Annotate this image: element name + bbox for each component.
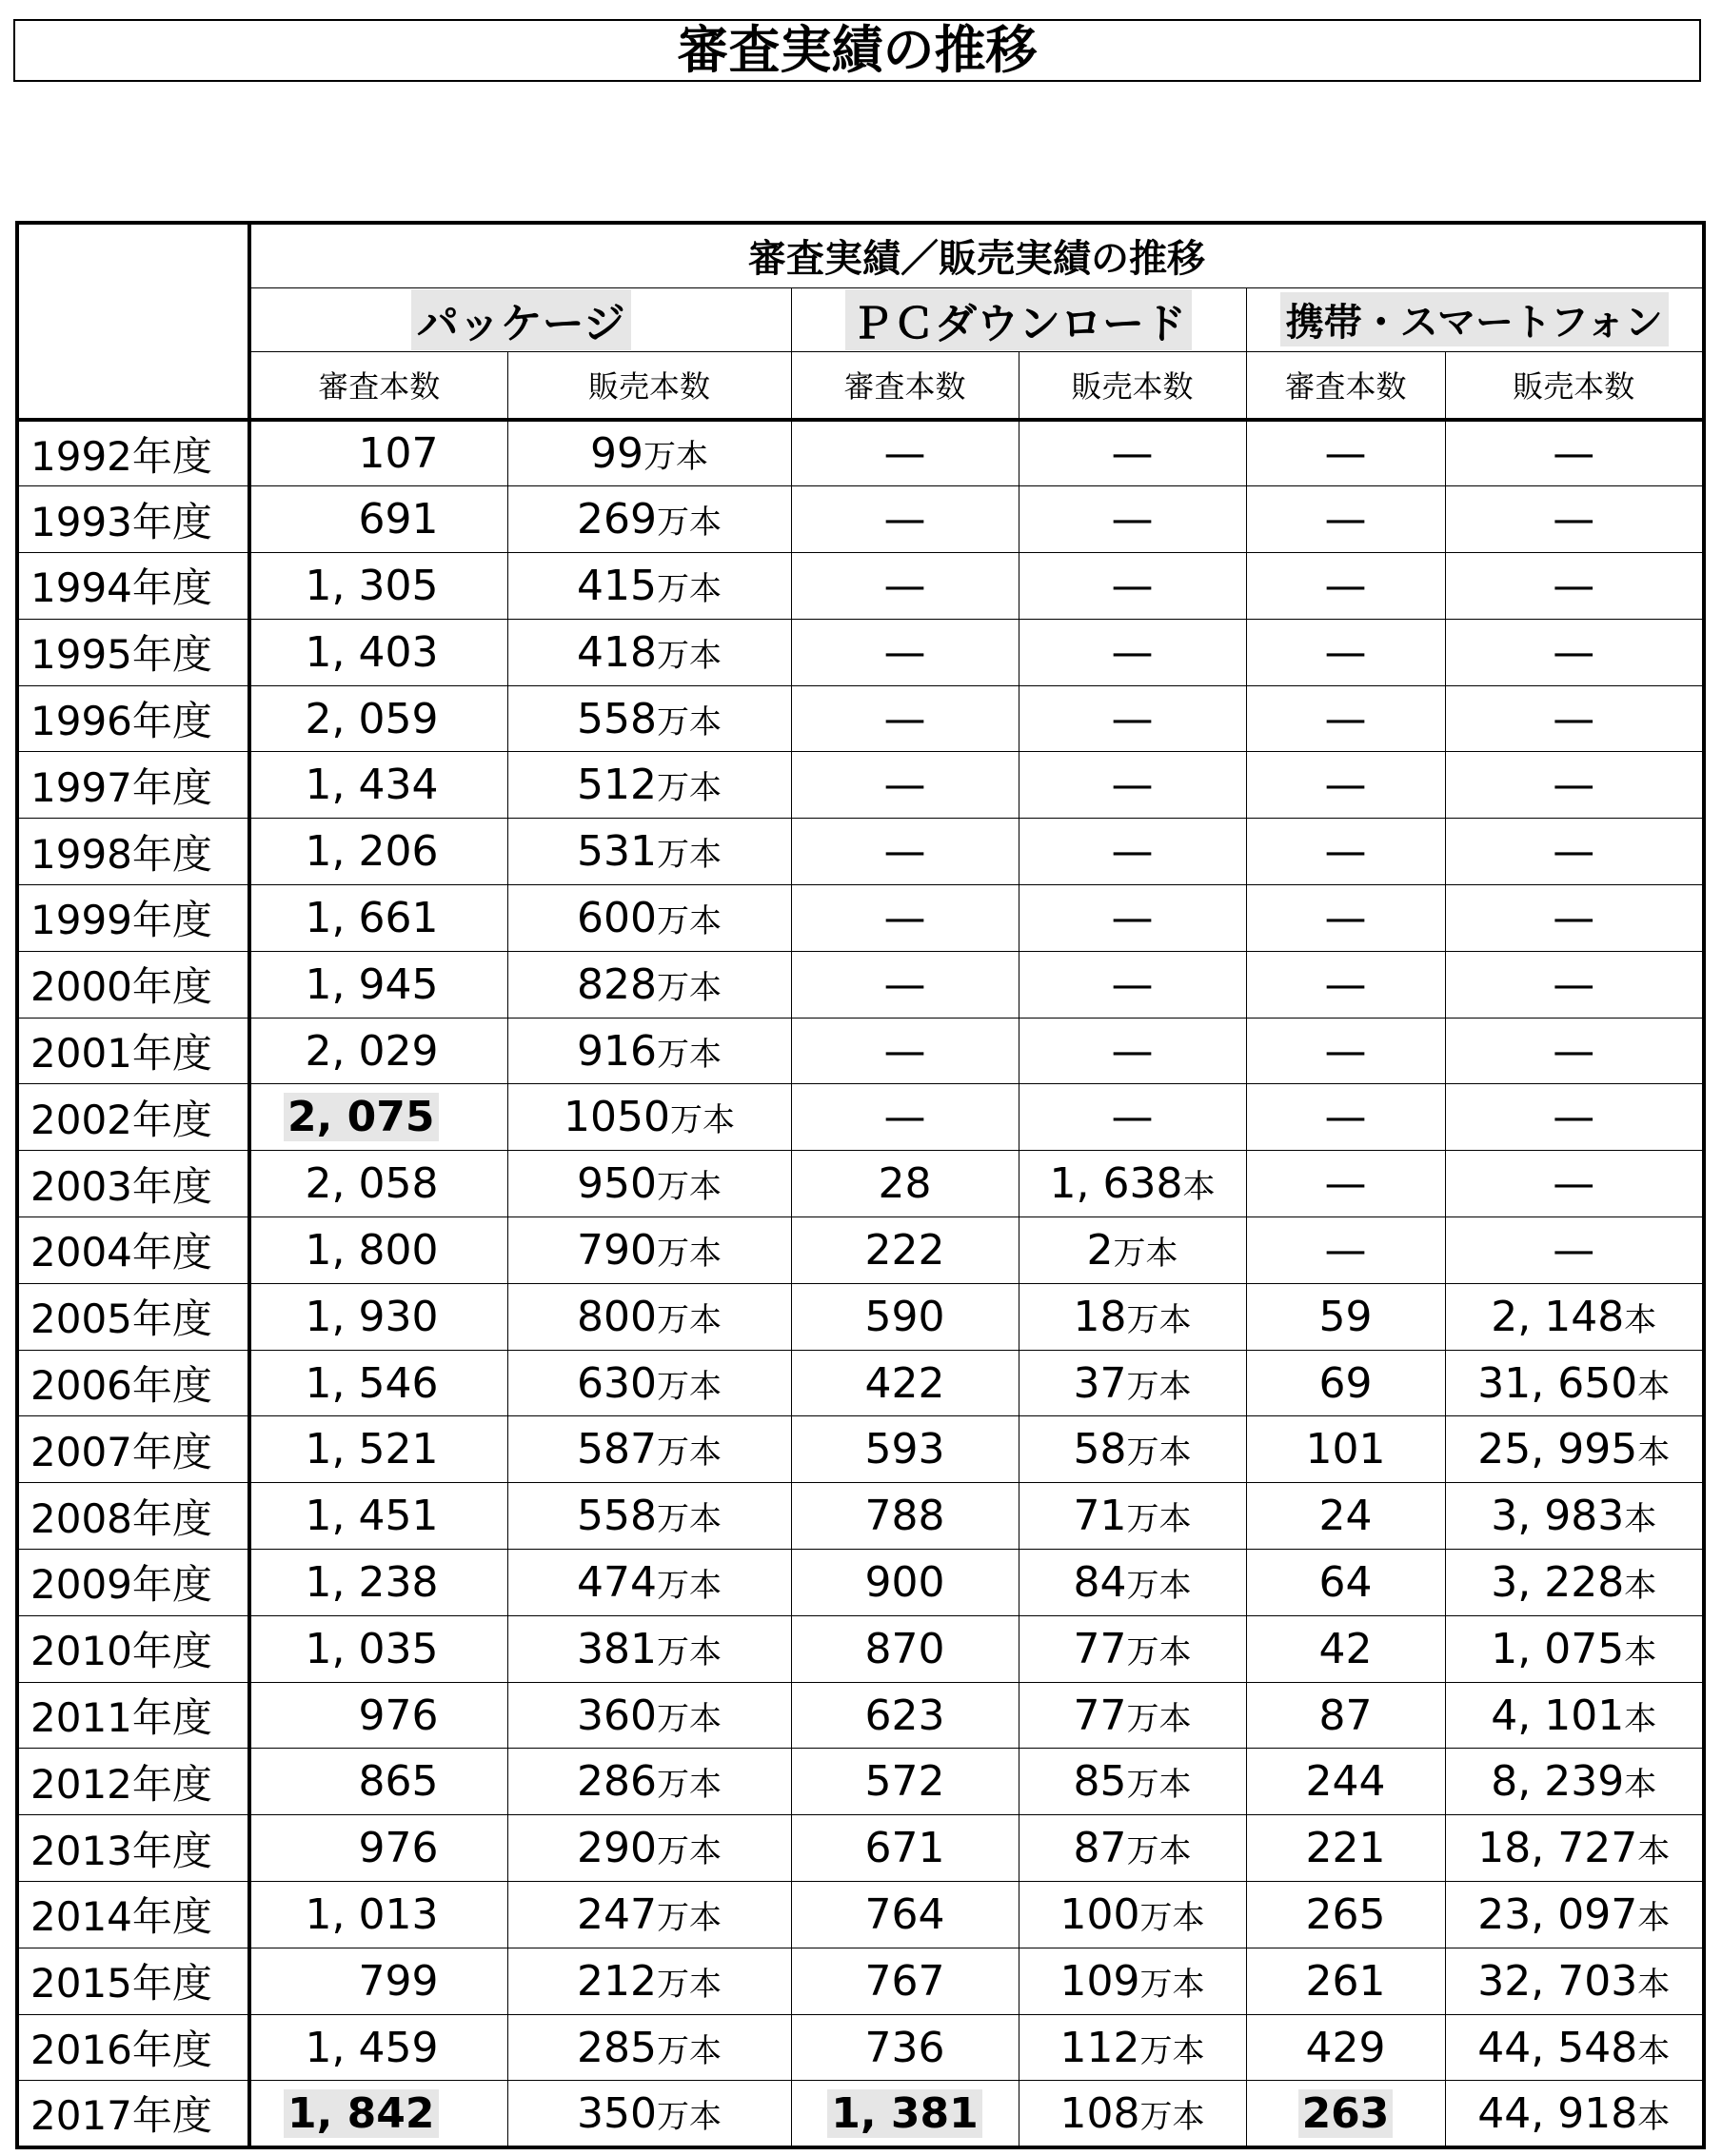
mobile-review-cell: — — [1246, 1217, 1445, 1284]
mobile-review-cell: 64 — [1246, 1550, 1445, 1616]
mobile-review-cell: 101 — [1246, 1416, 1445, 1483]
pc-sales-cell: — — [1019, 752, 1246, 819]
year-cell: 2017年度 — [17, 2081, 249, 2147]
mobile-sales-cell: — — [1445, 819, 1704, 885]
year-cell: 2010年度 — [17, 1615, 249, 1682]
group-header-pc-download: ＰＣダウンロード — [791, 287, 1246, 351]
table-row — [17, 486, 1704, 553]
package-sales-cell: 381万本 — [507, 1615, 791, 1682]
package-review-cell: 1, 451 — [249, 1483, 507, 1550]
package-sales-cell: 290万本 — [507, 1815, 791, 1882]
pc-review-cell: 623 — [791, 1682, 1019, 1749]
package-review-cell: 1, 546 — [249, 1350, 507, 1416]
pc-review-cell: 788 — [791, 1483, 1019, 1550]
pc-sales-cell: — — [1019, 420, 1246, 486]
pc-sales-cell: 85万本 — [1019, 1749, 1246, 1815]
pc-review-cell: — — [791, 819, 1019, 885]
pc-review-cell: — — [791, 685, 1019, 752]
table-row — [17, 752, 1704, 819]
mobile-sales-cell: 1, 075本 — [1445, 1615, 1704, 1682]
table-row — [17, 2081, 1704, 2147]
mobile-sales-cell: — — [1445, 1151, 1704, 1217]
mobile-review-cell: 69 — [1246, 1350, 1445, 1416]
pc-review-cell: 767 — [791, 1948, 1019, 2014]
pc-sales-cell: 58万本 — [1019, 1416, 1246, 1483]
package-sales-cell: 415万本 — [507, 553, 791, 620]
pc-sales-cell: — — [1019, 1084, 1246, 1151]
year-cell: 2001年度 — [17, 1018, 249, 1084]
mobile-review-cell: 221 — [1246, 1815, 1445, 1882]
package-sales-cell: 1050万本 — [507, 1084, 791, 1151]
package-review-cell: 799 — [249, 1948, 507, 2014]
pc-review-cell: 422 — [791, 1350, 1019, 1416]
package-review-cell: 1, 521 — [249, 1416, 507, 1483]
mobile-sales-cell: 4, 101本 — [1445, 1682, 1704, 1749]
table-row — [17, 1948, 1704, 2014]
pc-sales-cell: 37万本 — [1019, 1350, 1246, 1416]
pc-review-cell: — — [791, 486, 1019, 553]
pc-sales-cell: 77万本 — [1019, 1682, 1246, 1749]
package-review-cell: 1, 206 — [249, 819, 507, 885]
table-row — [17, 1416, 1704, 1483]
mobile-sales-cell: — — [1445, 685, 1704, 752]
mobile-review-cell: — — [1246, 819, 1445, 885]
mobile-sales-cell: — — [1445, 619, 1704, 685]
pc-sales-cell: — — [1019, 486, 1246, 553]
subheader-package-review: 審査本数 — [249, 351, 507, 420]
package-review-cell: 976 — [249, 1682, 507, 1749]
pc-sales-cell: — — [1019, 1018, 1246, 1084]
table-row — [17, 1217, 1704, 1284]
group-header-package: パッケージ — [249, 287, 791, 351]
table-row — [17, 685, 1704, 752]
package-sales-cell: 558万本 — [507, 685, 791, 752]
year-cell: 2016年度 — [17, 2014, 249, 2081]
year-cell: 2011年度 — [17, 1682, 249, 1749]
mobile-review-cell: — — [1246, 1018, 1445, 1084]
package-review-cell: 2, 059 — [249, 685, 507, 752]
pc-review-cell: 764 — [791, 1882, 1019, 1948]
mobile-review-cell: 244 — [1246, 1749, 1445, 1815]
mobile-review-cell: 24 — [1246, 1483, 1445, 1550]
table-row — [17, 553, 1704, 620]
pc-review-cell: 572 — [791, 1749, 1019, 1815]
pc-review-cell: — — [791, 885, 1019, 952]
pc-sales-cell: 112万本 — [1019, 2014, 1246, 2081]
page-title: 審査実績の推移 — [13, 19, 1701, 82]
mobile-sales-cell: 18, 727本 — [1445, 1815, 1704, 1882]
mobile-review-cell: 59 — [1246, 1283, 1445, 1350]
table-row — [17, 2014, 1704, 2081]
mobile-review-cell: — — [1246, 1084, 1445, 1151]
mobile-review-cell: — — [1246, 951, 1445, 1018]
review-results-table — [15, 221, 1706, 2149]
year-cell: 2003年度 — [17, 1151, 249, 1217]
table-row — [17, 1018, 1704, 1084]
package-sales-cell: 828万本 — [507, 951, 791, 1018]
mobile-review-cell: — — [1246, 885, 1445, 952]
package-sales-cell: 474万本 — [507, 1550, 791, 1616]
package-review-cell: 2, 058 — [249, 1151, 507, 1217]
table-row — [17, 819, 1704, 885]
package-review-cell: 2, 075 — [249, 1084, 507, 1151]
package-sales-cell: 285万本 — [507, 2014, 791, 2081]
mobile-review-cell: 42 — [1246, 1615, 1445, 1682]
package-sales-cell: 99万本 — [507, 420, 791, 486]
mobile-sales-cell: 32, 703本 — [1445, 1948, 1704, 2014]
pc-sales-cell: 71万本 — [1019, 1483, 1246, 1550]
year-cell: 1997年度 — [17, 752, 249, 819]
package-sales-cell: 587万本 — [507, 1416, 791, 1483]
mobile-review-cell: — — [1246, 553, 1445, 620]
pc-review-cell: — — [791, 1084, 1019, 1151]
pc-review-cell: 900 — [791, 1550, 1019, 1616]
package-sales-cell: 418万本 — [507, 619, 791, 685]
table-row — [17, 885, 1704, 952]
mobile-sales-cell: — — [1445, 951, 1704, 1018]
package-review-cell: 1, 945 — [249, 951, 507, 1018]
mobile-sales-cell: 31, 650本 — [1445, 1350, 1704, 1416]
pc-review-cell: — — [791, 752, 1019, 819]
mobile-review-cell: — — [1246, 486, 1445, 553]
package-sales-cell: 247万本 — [507, 1882, 791, 1948]
subheader-mobile-review: 審査本数 — [1246, 351, 1445, 420]
pc-sales-cell: 2万本 — [1019, 1217, 1246, 1284]
year-cell: 2007年度 — [17, 1416, 249, 1483]
package-review-cell: 107 — [249, 420, 507, 486]
pc-sales-cell: — — [1019, 951, 1246, 1018]
package-review-cell: 2, 029 — [249, 1018, 507, 1084]
pc-sales-cell: 1, 638本 — [1019, 1151, 1246, 1217]
package-sales-cell: 350万本 — [507, 2081, 791, 2147]
package-review-cell: 1, 013 — [249, 1882, 507, 1948]
year-cell: 2000年度 — [17, 951, 249, 1018]
table-row — [17, 1151, 1704, 1217]
mobile-sales-cell: — — [1445, 553, 1704, 620]
pc-review-cell: — — [791, 553, 1019, 620]
table-row — [17, 1682, 1704, 1749]
mobile-sales-cell: — — [1445, 1217, 1704, 1284]
pc-sales-cell: — — [1019, 553, 1246, 620]
subheader-mobile-sales: 販売本数 — [1445, 351, 1704, 420]
table-row — [17, 1882, 1704, 1948]
table-row — [17, 1350, 1704, 1416]
mobile-sales-cell: 2, 148本 — [1445, 1283, 1704, 1350]
mobile-sales-cell: 44, 918本 — [1445, 2081, 1704, 2147]
package-sales-cell: 800万本 — [507, 1283, 791, 1350]
package-review-cell: 1, 403 — [249, 619, 507, 685]
package-review-cell: 1, 800 — [249, 1217, 507, 1284]
year-cell: 2014年度 — [17, 1882, 249, 1948]
package-review-cell: 1, 930 — [249, 1283, 507, 1350]
pc-review-cell: 222 — [791, 1217, 1019, 1284]
mobile-sales-cell: 44, 548本 — [1445, 2014, 1704, 2081]
pc-review-cell: — — [791, 619, 1019, 685]
package-review-cell: 1, 035 — [249, 1615, 507, 1682]
mobile-review-cell: 429 — [1246, 2014, 1445, 2081]
package-sales-cell: 531万本 — [507, 819, 791, 885]
pc-sales-cell: — — [1019, 885, 1246, 952]
mobile-sales-cell: 3, 983本 — [1445, 1483, 1704, 1550]
table-row — [17, 1483, 1704, 1550]
table-row — [17, 1550, 1704, 1616]
year-cell: 1996年度 — [17, 685, 249, 752]
package-review-cell: 1, 434 — [249, 752, 507, 819]
pc-sales-cell: 84万本 — [1019, 1550, 1246, 1616]
year-cell: 1999年度 — [17, 885, 249, 952]
pc-review-cell: 736 — [791, 2014, 1019, 2081]
package-review-cell: 976 — [249, 1815, 507, 1882]
table-row — [17, 619, 1704, 685]
year-cell: 1998年度 — [17, 819, 249, 885]
pc-sales-cell: 109万本 — [1019, 1948, 1246, 2014]
mobile-sales-cell: — — [1445, 486, 1704, 553]
group-header-mobile: 携帯・スマートフォン — [1246, 287, 1704, 351]
package-review-cell: 1, 661 — [249, 885, 507, 952]
package-sales-cell: 950万本 — [507, 1151, 791, 1217]
year-cell: 2006年度 — [17, 1350, 249, 1416]
subheader-pc-review: 審査本数 — [791, 351, 1019, 420]
mobile-sales-cell: 8, 239本 — [1445, 1749, 1704, 1815]
mobile-sales-cell: — — [1445, 1084, 1704, 1151]
year-cell: 2008年度 — [17, 1483, 249, 1550]
package-review-cell: 865 — [249, 1749, 507, 1815]
pc-sales-cell: — — [1019, 619, 1246, 685]
package-sales-cell: 269万本 — [507, 486, 791, 553]
corner-cell — [17, 223, 249, 420]
mobile-sales-cell: 25, 995本 — [1445, 1416, 1704, 1483]
pc-review-cell: 1, 381 — [791, 2081, 1019, 2147]
pc-sales-cell: — — [1019, 819, 1246, 885]
pc-review-cell: 593 — [791, 1416, 1019, 1483]
mobile-sales-cell: — — [1445, 752, 1704, 819]
pc-review-cell: 28 — [791, 1151, 1019, 1217]
pc-sales-cell: 18万本 — [1019, 1283, 1246, 1350]
mobile-sales-cell: — — [1445, 1018, 1704, 1084]
pc-review-cell: — — [791, 951, 1019, 1018]
year-cell: 2005年度 — [17, 1283, 249, 1350]
mobile-review-cell: 261 — [1246, 1948, 1445, 2014]
mobile-sales-cell: — — [1445, 420, 1704, 486]
package-sales-cell: 558万本 — [507, 1483, 791, 1550]
package-sales-cell: 512万本 — [507, 752, 791, 819]
package-review-cell: 1, 305 — [249, 553, 507, 620]
package-sales-cell: 630万本 — [507, 1350, 791, 1416]
year-cell: 1993年度 — [17, 486, 249, 553]
package-sales-cell: 360万本 — [507, 1682, 791, 1749]
table-row — [17, 1749, 1704, 1815]
mobile-review-cell: — — [1246, 619, 1445, 685]
year-cell: 2015年度 — [17, 1948, 249, 2014]
pc-review-cell: — — [791, 420, 1019, 486]
table-row — [17, 420, 1704, 486]
year-cell: 2009年度 — [17, 1550, 249, 1616]
package-sales-cell: 286万本 — [507, 1749, 791, 1815]
pc-review-cell: 870 — [791, 1615, 1019, 1682]
pc-sales-cell: — — [1019, 685, 1246, 752]
pc-review-cell: 590 — [791, 1283, 1019, 1350]
mobile-review-cell: 263 — [1246, 2081, 1445, 2147]
table-row — [17, 1283, 1704, 1350]
mobile-sales-cell: — — [1445, 885, 1704, 952]
package-sales-cell: 790万本 — [507, 1217, 791, 1284]
mobile-review-cell: — — [1246, 1151, 1445, 1217]
subheader-package-sales: 販売本数 — [507, 351, 791, 420]
mobile-review-cell: 265 — [1246, 1882, 1445, 1948]
mobile-review-cell: — — [1246, 752, 1445, 819]
year-cell: 2002年度 — [17, 1084, 249, 1151]
table-row — [17, 1615, 1704, 1682]
subheader-pc-sales: 販売本数 — [1019, 351, 1246, 420]
table-row — [17, 1084, 1704, 1151]
package-review-cell: 1, 459 — [249, 2014, 507, 2081]
package-sales-cell: 600万本 — [507, 885, 791, 952]
year-cell: 1994年度 — [17, 553, 249, 620]
table-row — [17, 951, 1704, 1018]
package-review-cell: 1, 842 — [249, 2081, 507, 2147]
pc-sales-cell: 87万本 — [1019, 1815, 1246, 1882]
pc-sales-cell: 77万本 — [1019, 1615, 1246, 1682]
year-cell: 1995年度 — [17, 619, 249, 685]
package-review-cell: 691 — [249, 486, 507, 553]
mobile-sales-cell: 23, 097本 — [1445, 1882, 1704, 1948]
table-caption: 審査実績／販売実績の推移 — [249, 223, 1704, 287]
year-cell: 1992年度 — [17, 420, 249, 486]
pc-sales-cell: 108万本 — [1019, 2081, 1246, 2147]
pc-sales-cell: 100万本 — [1019, 1882, 1246, 1948]
package-sales-cell: 916万本 — [507, 1018, 791, 1084]
year-cell: 2013年度 — [17, 1815, 249, 1882]
pc-review-cell: 671 — [791, 1815, 1019, 1882]
table-row — [17, 1815, 1704, 1882]
mobile-sales-cell: 3, 228本 — [1445, 1550, 1704, 1616]
package-sales-cell: 212万本 — [507, 1948, 791, 2014]
mobile-review-cell: 87 — [1246, 1682, 1445, 1749]
year-cell: 2012年度 — [17, 1749, 249, 1815]
mobile-review-cell: — — [1246, 420, 1445, 486]
pc-review-cell: — — [791, 1018, 1019, 1084]
package-review-cell: 1, 238 — [249, 1550, 507, 1616]
mobile-review-cell: — — [1246, 685, 1445, 752]
year-cell: 2004年度 — [17, 1217, 249, 1284]
